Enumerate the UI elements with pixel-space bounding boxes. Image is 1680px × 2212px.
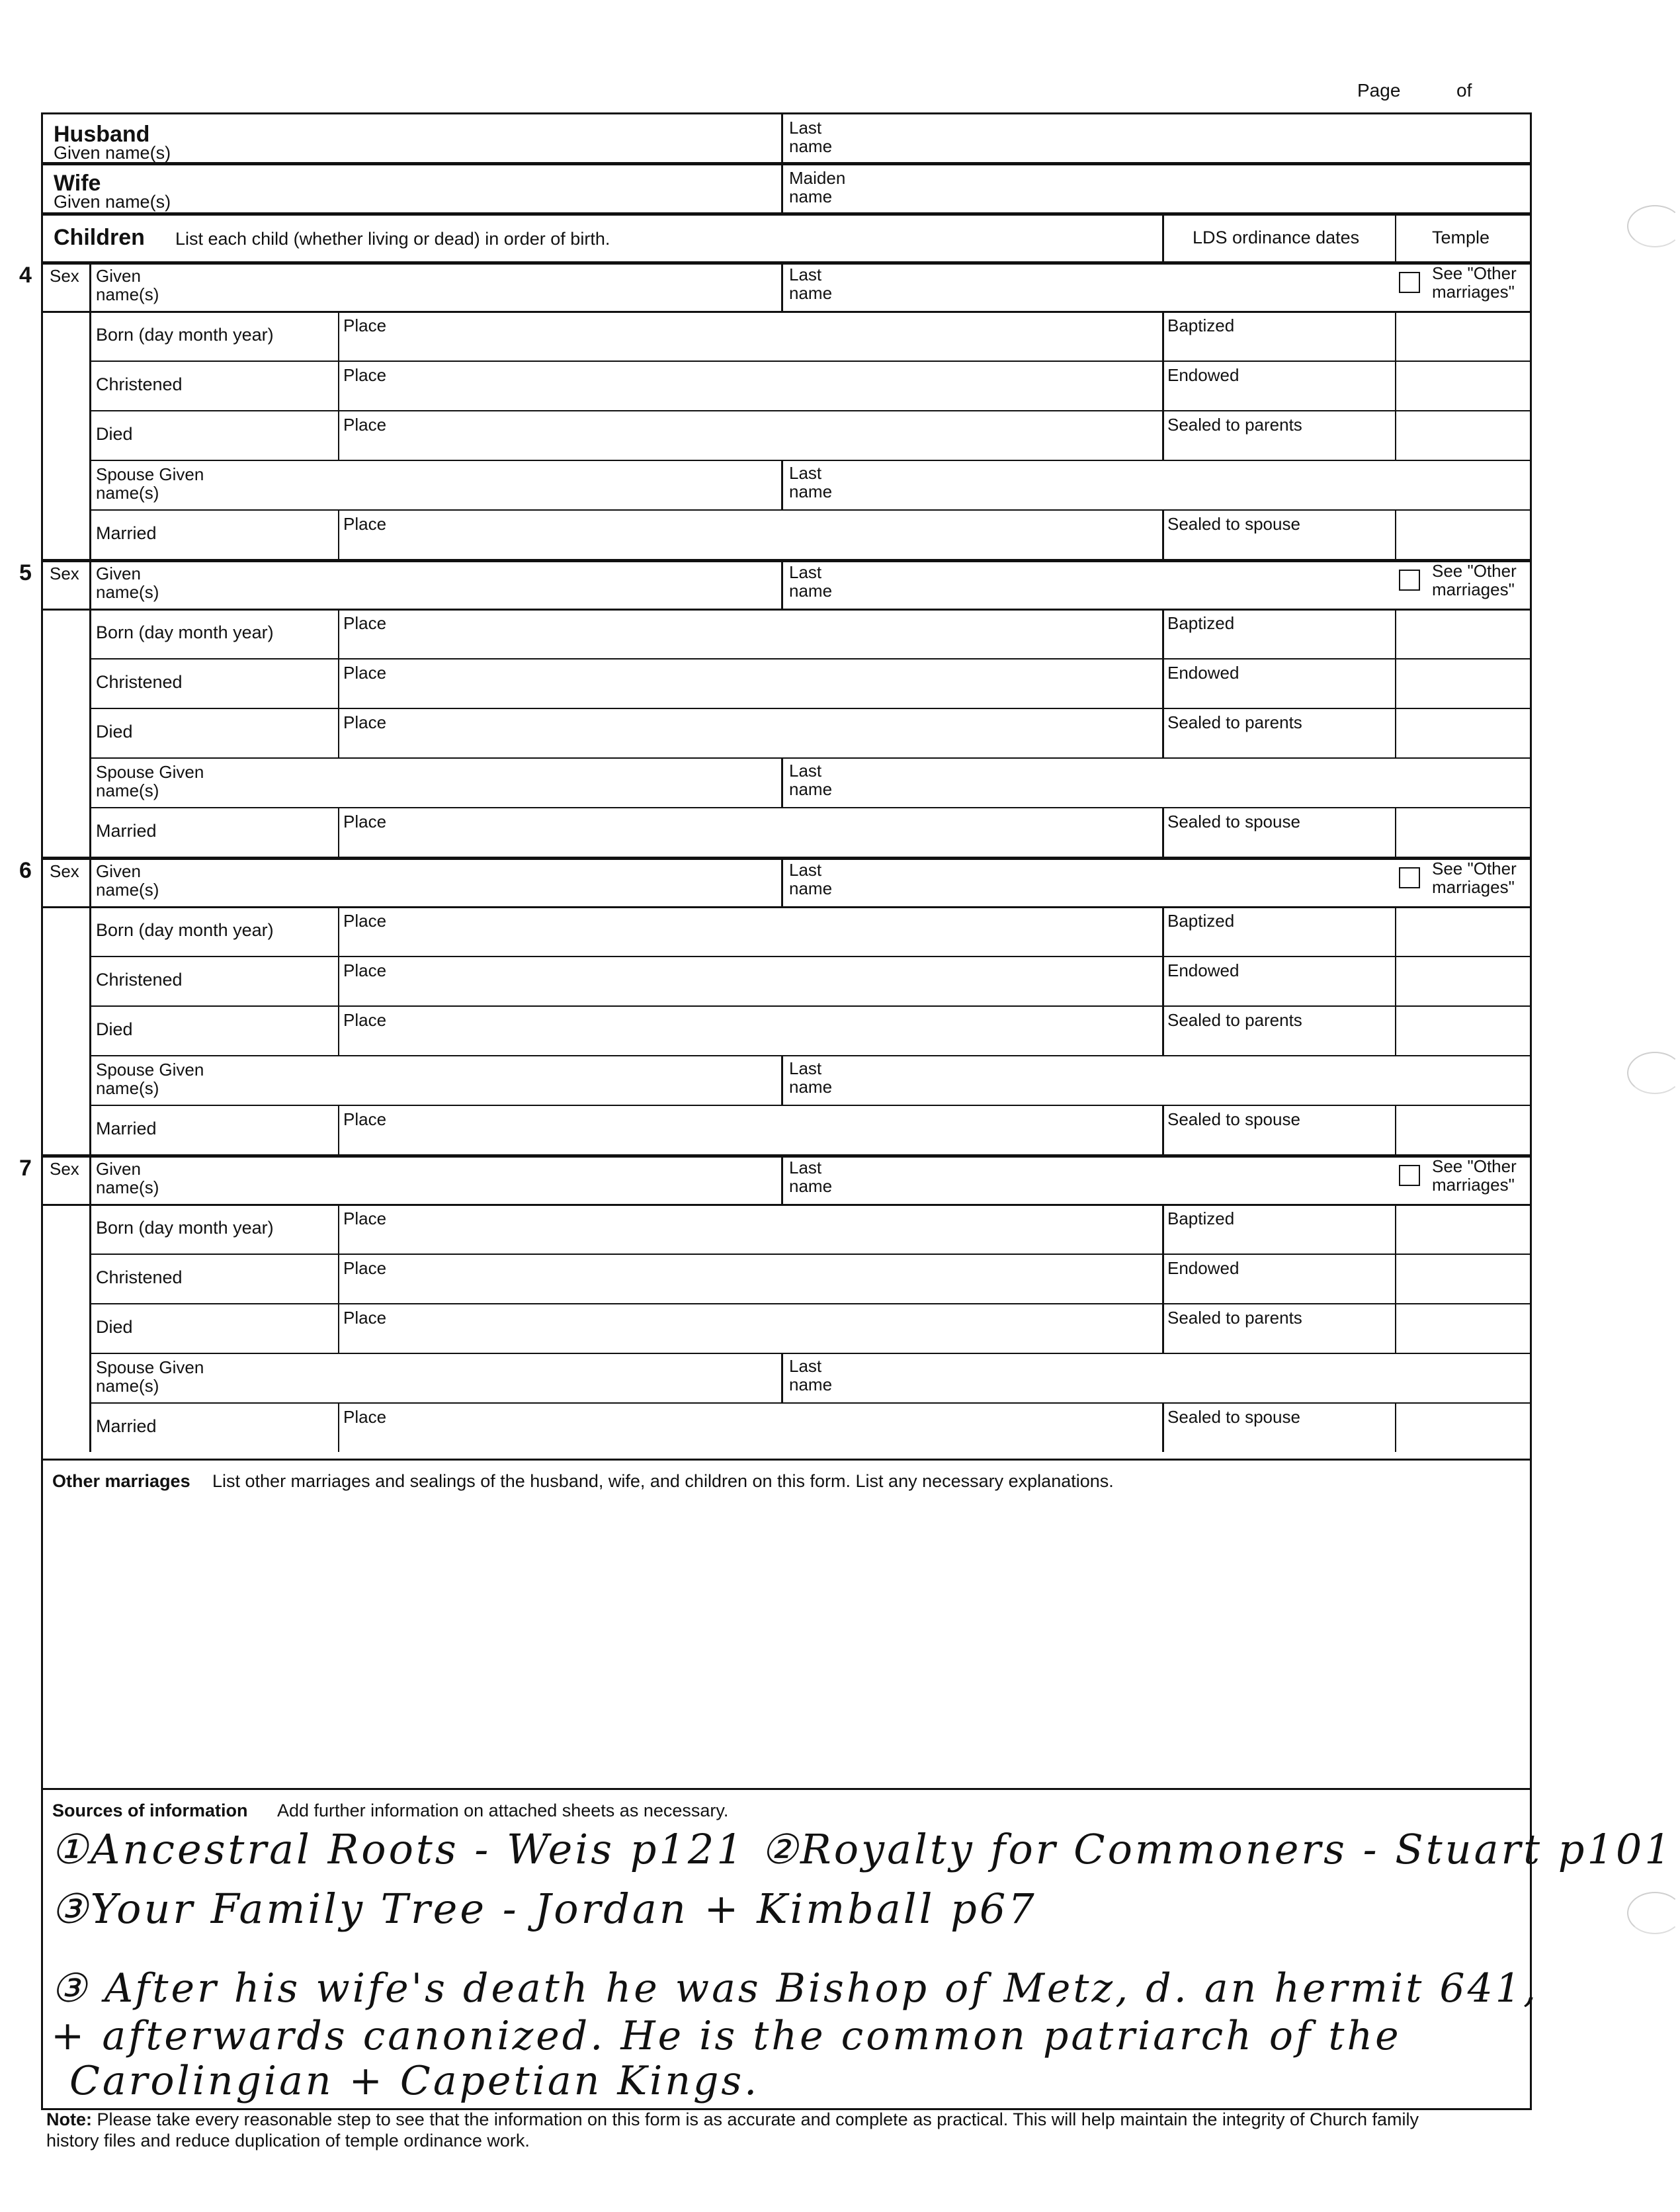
children-instruction: List each child (whether living or dead) in order of birth. <box>175 229 610 249</box>
punch-hole-mark <box>1627 1052 1680 1094</box>
christened-label: Christened <box>96 672 183 692</box>
spouse-given-label: Spouse Given name(s) <box>96 762 204 800</box>
handwritten-note-2: + afterwards canonized. He is the common patriarch of the <box>51 2013 1402 2059</box>
lds-ordinance-header: LDS ordinance dates <box>1193 228 1360 247</box>
child-last-label: Last name <box>789 1158 833 1196</box>
child-last-label: Last name <box>789 562 833 601</box>
sealed-parents-label: Sealed to parents <box>1167 415 1302 435</box>
child-block <box>19 559 1531 857</box>
spouse-given-label: Spouse Given name(s) <box>96 1060 204 1098</box>
place-label: Place <box>343 514 387 534</box>
baptized-label: Baptized <box>1167 316 1235 335</box>
place-label: Place <box>343 1209 387 1228</box>
place-label: Place <box>343 1258 387 1278</box>
sealed-parents-label: Sealed to parents <box>1167 1010 1302 1030</box>
endowed-label: Endowed <box>1167 1258 1239 1278</box>
spouse-last-label: Last name <box>789 761 833 799</box>
child-block <box>19 857 1531 1154</box>
place-label: Place <box>343 1407 387 1427</box>
other-marriages-title: Other marriages <box>52 1471 190 1491</box>
spouse-last-label: Last name <box>789 1356 833 1394</box>
wife-maiden-label: Maiden name <box>789 168 846 206</box>
child-block <box>19 1154 1531 1452</box>
child-block <box>19 261 1531 559</box>
punch-hole-mark <box>1627 205 1680 247</box>
note-line-1 <box>46 2110 1419 2129</box>
died-label: Died <box>96 424 133 444</box>
died-label: Died <box>96 722 133 742</box>
temple-header: Temple <box>1432 228 1490 247</box>
place-label: Place <box>343 316 387 335</box>
sources-instruction: Add further information on attached sheets as necessary. <box>277 1801 729 1820</box>
handwritten-source-2: ③Your Family Tree - Jordan + Kimball p67 <box>51 1885 1037 1933</box>
sex-label: Sex <box>50 564 79 583</box>
child-number: 7 <box>19 1156 32 1181</box>
child-given-label: Given name(s) <box>96 861 159 900</box>
endowed-label: Endowed <box>1167 960 1239 980</box>
christened-label: Christened <box>96 1267 183 1287</box>
place-label: Place <box>343 712 387 732</box>
other-marriages-checkbox[interactable] <box>1399 867 1420 888</box>
sealed-parents-label: Sealed to parents <box>1167 1308 1302 1328</box>
endowed-label: Endowed <box>1167 365 1239 385</box>
child-last-label: Last name <box>789 265 833 303</box>
handwritten-source-1: ①Ancestral Roots - Weis p121 ②Royalty for Commoners - Stuart p101 <box>51 1825 1673 1873</box>
born-label: Born (day month year) <box>96 622 274 642</box>
baptized-label: Baptized <box>1167 911 1235 931</box>
place-label: Place <box>343 1010 387 1030</box>
place-label: Place <box>343 613 387 633</box>
married-label: Married <box>96 1416 157 1436</box>
baptized-label: Baptized <box>1167 613 1235 633</box>
child-given-label: Given name(s) <box>96 564 159 602</box>
spouse-given-label: Spouse Given name(s) <box>96 1357 204 1396</box>
sex-label: Sex <box>50 861 79 881</box>
husband-given-label: Given name(s) <box>54 143 171 163</box>
place-label: Place <box>343 365 387 385</box>
other-marriages-instruction: List other marriages and sealings of the husband, wife, and children on this form. List any necessary explanations. <box>212 1471 1114 1491</box>
place-label: Place <box>343 960 387 980</box>
born-label: Born (day month year) <box>96 920 274 940</box>
wife-given-label: Given name(s) <box>54 192 171 212</box>
endowed-label: Endowed <box>1167 663 1239 683</box>
see-other-marriages-label: See "Other marriages" <box>1432 1156 1517 1195</box>
sealed-spouse-label: Sealed to spouse <box>1167 1109 1300 1129</box>
handwritten-note-1: ③ After his wife's death he was Bishop of Metz, d. an hermit 641, <box>51 1965 1539 2012</box>
born-label: Born (day month year) <box>96 1218 274 1238</box>
place-label: Place <box>343 911 387 931</box>
sex-label: Sex <box>50 266 79 286</box>
family-group-form <box>19 112 1673 2110</box>
children-title: Children <box>54 225 145 250</box>
place-label: Place <box>343 1109 387 1129</box>
husband-last-label: Last name <box>789 118 833 156</box>
note-text-2: history files and reduce duplication of temple ordinance work. <box>46 2131 530 2150</box>
child-number: 6 <box>19 858 32 883</box>
place-label: Place <box>343 415 387 435</box>
see-other-marriages-label: See "Other marriages" <box>1432 263 1517 302</box>
married-label: Married <box>96 821 157 841</box>
died-label: Died <box>96 1317 133 1337</box>
spouse-last-label: Last name <box>789 463 833 501</box>
sources-title: Sources of information <box>52 1801 248 1820</box>
child-given-label: Given name(s) <box>96 1159 159 1197</box>
married-label: Married <box>96 523 157 543</box>
spouse-last-label: Last name <box>789 1058 833 1097</box>
child-number: 5 <box>19 560 32 585</box>
of-label: of <box>1456 80 1472 101</box>
children-list <box>19 261 1531 1459</box>
sealed-spouse-label: Sealed to spouse <box>1167 812 1300 831</box>
other-marriages-checkbox[interactable] <box>1399 1165 1420 1186</box>
note-text-1: Please take every reasonable step to see that the information on this form is as accurate and complete as practical. This will help maintain the integrity of Church family <box>97 2109 1419 2129</box>
christened-label: Christened <box>96 374 183 394</box>
child-number: 4 <box>19 263 32 288</box>
handwritten-note-3: Carolingian + Capetian Kings. <box>69 2058 760 2104</box>
place-label: Place <box>343 812 387 831</box>
sealed-spouse-label: Sealed to spouse <box>1167 514 1300 534</box>
husband-title: Husband <box>54 122 150 147</box>
sealed-spouse-label: Sealed to spouse <box>1167 1407 1300 1427</box>
born-label: Born (day month year) <box>96 325 274 345</box>
sex-label: Sex <box>50 1159 79 1179</box>
place-label: Place <box>343 663 387 683</box>
other-marriages-checkbox[interactable] <box>1399 570 1420 591</box>
punch-hole-mark <box>1627 1892 1680 1934</box>
see-other-marriages-label: See "Other marriages" <box>1432 561 1517 599</box>
other-marriages-checkbox[interactable] <box>1399 272 1420 293</box>
spouse-given-label: Spouse Given name(s) <box>96 464 204 503</box>
child-given-label: Given name(s) <box>96 266 159 304</box>
sealed-parents-label: Sealed to parents <box>1167 712 1302 732</box>
baptized-label: Baptized <box>1167 1209 1235 1228</box>
christened-label: Christened <box>96 970 183 990</box>
see-other-marriages-label: See "Other marriages" <box>1432 859 1517 897</box>
note-title: Note: <box>46 2109 92 2129</box>
page-label: Page <box>1357 80 1401 101</box>
died-label: Died <box>96 1019 133 1039</box>
child-last-label: Last name <box>789 860 833 898</box>
married-label: Married <box>96 1119 157 1138</box>
wife-title: Wife <box>54 171 101 196</box>
place-label: Place <box>343 1308 387 1328</box>
